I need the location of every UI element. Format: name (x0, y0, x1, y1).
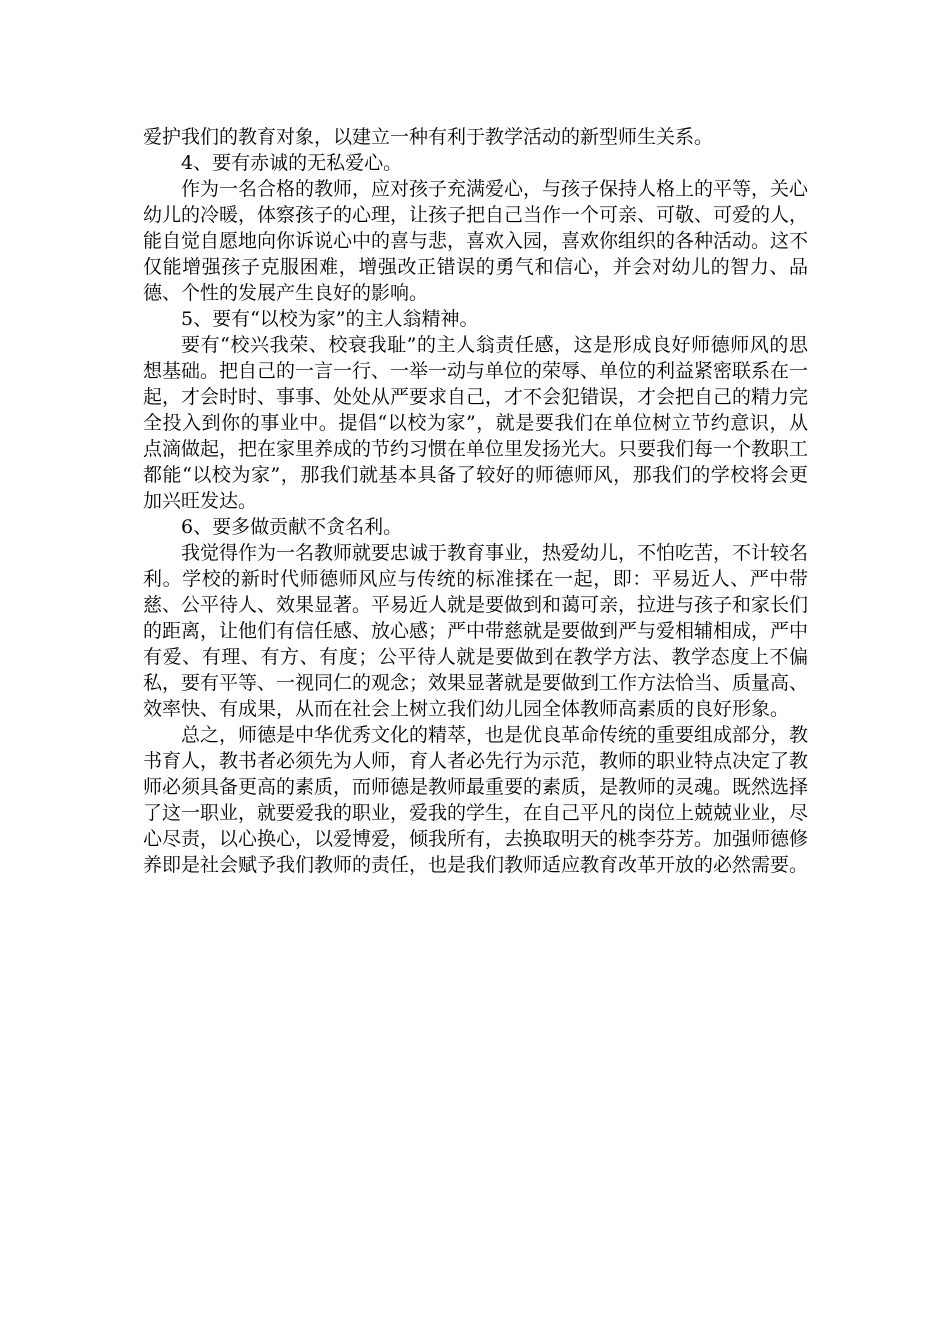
paragraph-conclusion: 总之，师德是中华优秀文化的精萃，也是优良革命传统的重要组成部分，教书育人，教书者必须先为人师，育人者必先行为示范，教师的职业特点决定了教师必须具备更高的素质，而师德是教师最重要的素质，是教师的灵魂。既然选择了这一职业，就要爱我的职业，爱我的学生，在自己平凡的岗位上兢兢业业，尽心尽责，以心换心，以爱博爱，倾我所有，去换取明天的桃李芬芳。加强师德修养即是社会赋予我们教师的责任，也是我们教师适应教育改革开放的必然需要。 (143, 724, 809, 876)
section-heading-5: 5、要有“以校为家”的主人翁精神。 (181, 308, 479, 330)
section-heading-4: 4、要有赤诚的无私爱心。 (181, 152, 403, 174)
section-heading-6: 6、要多做贡献不贪名利。 (181, 516, 403, 538)
paragraph-contribution: 我觉得作为一名教师就要忠诚于教育事业，热爱幼儿，不怕吃苦，不计较名利。学校的新时代师德师风应与传统的标准揉在一起，即：平易近人、严中带慈、公平待人、效果显著。平易近人就是要做到和蔼可亲，拉进与孩子和家长们的距离，让他们有信任感、放心感；严中带慈就是要做到严与爱相辅相成，严中有爱、有理、有方、有度；公平待人就是要做到在教学方法、教学态度上不偏私，要有平等、一视同仁的观念；效果显著就是要做到工作方法恰当、质量高、效率快、有成果，从而在社会上树立我们幼儿园全体教师高素质的良好形象。 (143, 542, 809, 720)
paragraph-school-as-home: 要有“校兴我荣、校衰我耻”的主人翁责任感，这是形成良好师德师风的思想基础。把自己的一言一行、一举一动与单位的荣辱、单位的利益紧密联系在一起，才会时时、事事、处处从严要求自己，才不会犯错误，才会把自己的精力完全投入到你的事业中。提倡“以校为家”，就是要我们在单位树立节约意识，从点滴做起，把在家里养成的节约习惯在单位里发扬光大。只要我们每一个教职工都能“以校为家”，那我们就基本具备了较好的师德师风，那我们的学校将会更加兴旺发达。 (143, 334, 809, 512)
paragraph-love: 作为一名合格的教师，应对孩子充满爱心，与孩子保持人格上的平等，关心幼儿的冷暖，体察孩子的心理，让孩子把自己当作一个可亲、可敬、可爱的人，能自觉自愿地向你诉说心中的喜与悲，喜欢入园，喜欢你组织的各种活动。这不仅能增强孩子克服困难，增强改正错误的勇气和信心，并会对幼儿的智力、品德、个性的发展产生良好的影响。 (143, 178, 809, 304)
document-body (143, 124, 808, 878)
paragraph-continuation: 爱护我们的教育对象，以建立一种有利于教学活动的新型师生关系。 (143, 126, 714, 148)
